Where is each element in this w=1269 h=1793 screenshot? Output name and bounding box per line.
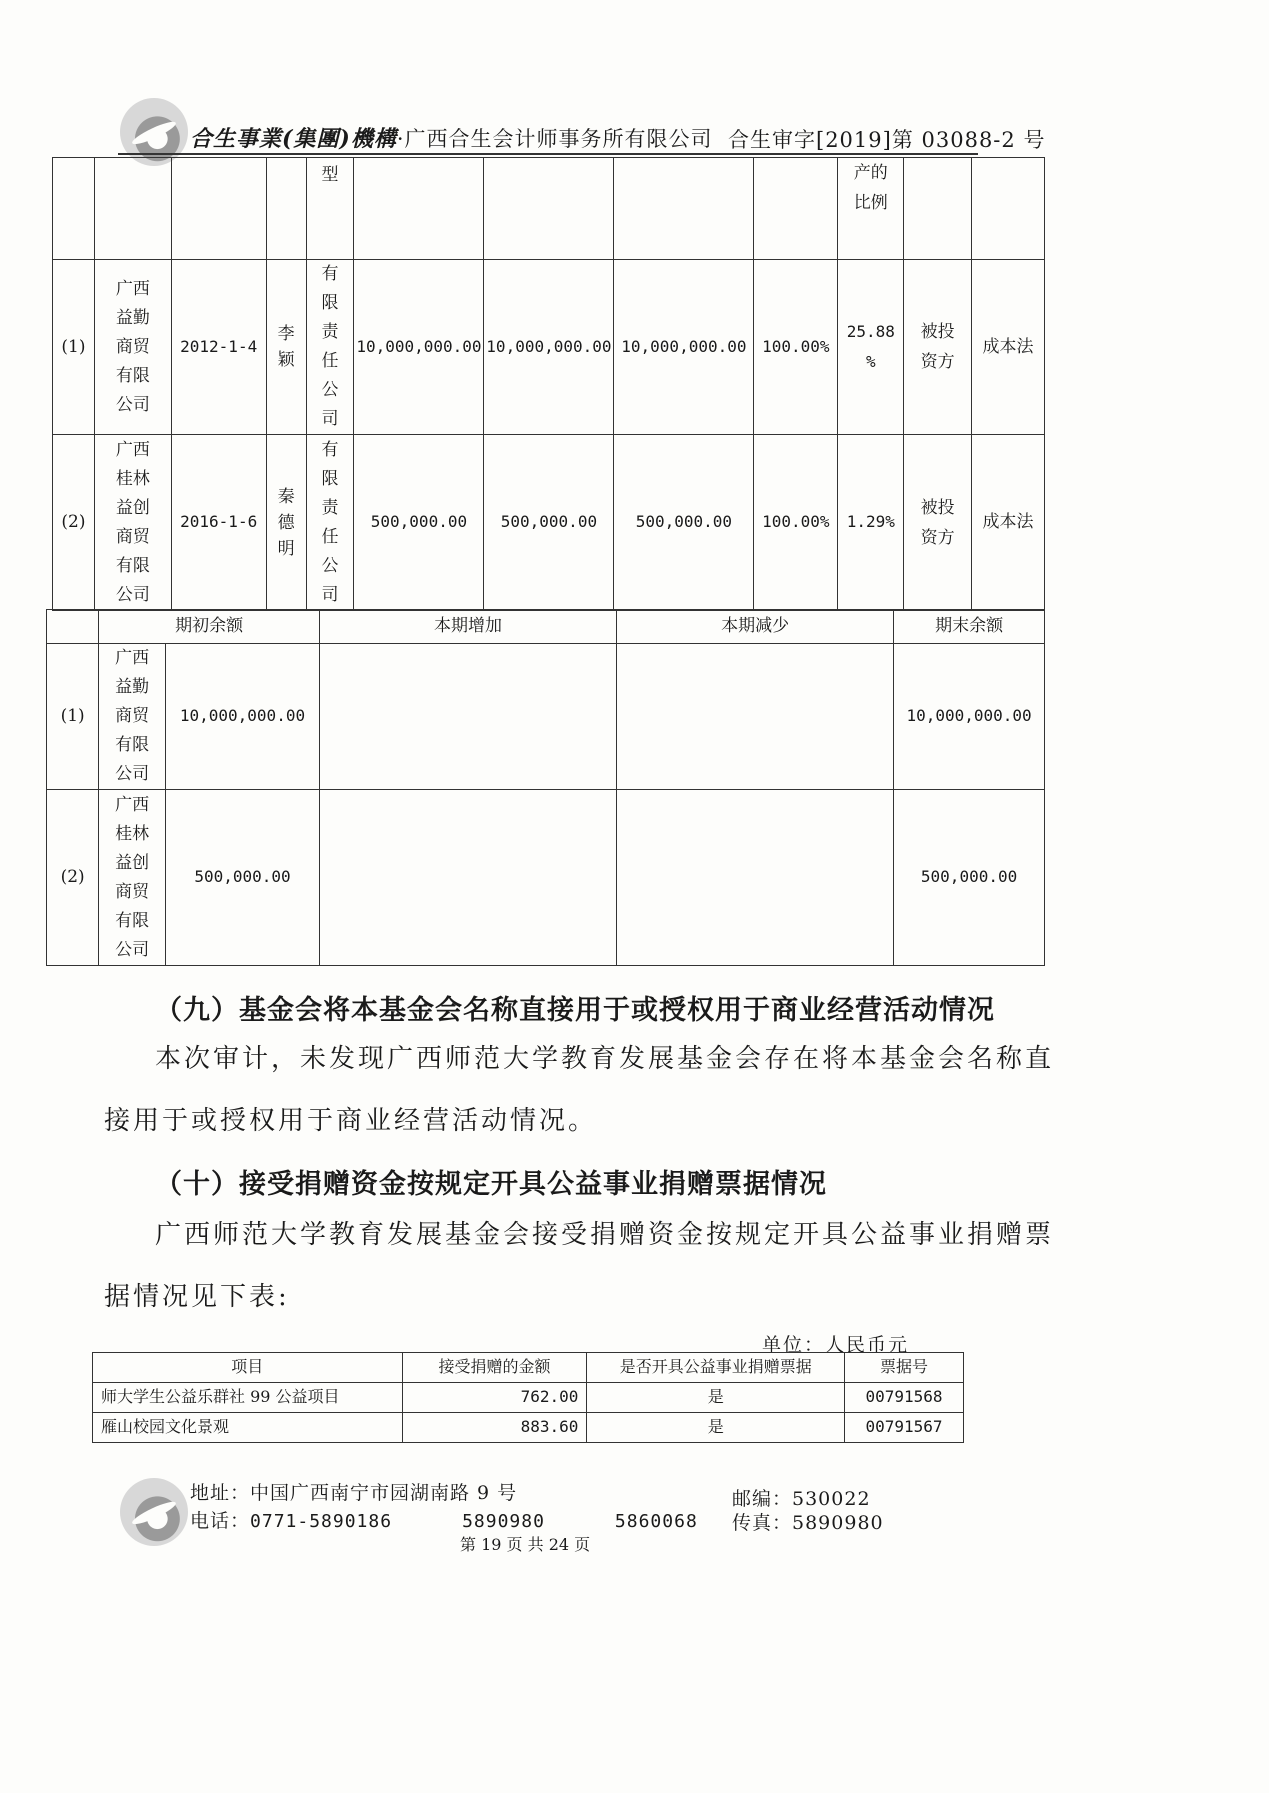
amount-cell: 10,000,000.00 <box>484 260 614 435</box>
header-item: 项目 <box>93 1353 403 1383</box>
role: 被投 资方 <box>904 435 972 611</box>
unit-label: 单位：人民币元 <box>762 1334 910 1356</box>
begin-balance: 10,000,000.00 <box>165 644 319 790</box>
share-percent: 100.00% <box>754 435 838 611</box>
company-name: 广西 益勤 商贸 有限 公司 <box>94 260 171 435</box>
report-number: 合生审字[2019]第 03088-2 号 <box>728 128 1046 152</box>
asset-ratio: 25.88 % <box>838 260 904 435</box>
section10-heading: （十）接受捐赠资金按规定开具公益事业捐赠票据情况 <box>155 1169 827 1200</box>
receipt-number: 00791568 <box>845 1383 964 1413</box>
amount-cell: 500,000.00 <box>354 435 484 611</box>
share-percent: 100.00% <box>754 260 838 435</box>
page-number: 第 19 页 共 24 页 <box>460 1535 591 1554</box>
footer-phone3: 5860068 <box>614 1511 698 1532</box>
header-receipt-no: 票据号 <box>845 1353 964 1383</box>
company-name: 广西 桂林 益创 商贸 有限 公司 <box>99 790 166 966</box>
company-name: 广西 桂林 益创 商贸 有限 公司 <box>94 435 171 611</box>
footer-phone1: 0771-5890186 <box>250 1511 393 1532</box>
amount-cell: 500,000.00 <box>484 435 614 611</box>
donation-item: 师大学生公益乐群社 99 公益项目 <box>93 1383 403 1413</box>
section9-line2: 接用于或授权用于商业经营活动情况。 <box>104 1106 598 1136</box>
donation-amount: 762.00 <box>402 1383 587 1413</box>
header-amount: 接受捐赠的金额 <box>402 1353 587 1383</box>
footer-postcode: 邮编：530022 <box>732 1488 871 1510</box>
table-row <box>53 435 1045 611</box>
balance-table <box>46 609 1045 966</box>
row-number: (2) <box>53 435 95 611</box>
table-row <box>93 1383 964 1413</box>
accounting-method: 成本法 <box>972 260 1045 435</box>
section9-heading: （九）基金会将本基金会名称直接用于或授权用于商业经营活动情况 <box>155 995 995 1026</box>
header-brand-text: 合生事業(集團)機構 <box>190 126 397 152</box>
table-row <box>93 1413 964 1443</box>
decrease <box>617 644 894 790</box>
increase <box>320 644 617 790</box>
header-increase: 本期增加 <box>320 610 617 644</box>
end-balance: 500,000.00 <box>894 790 1045 966</box>
company-name: 广西 益勤 商贸 有限 公司 <box>99 644 166 790</box>
footer-phone-label: 电话： <box>190 1510 251 1532</box>
investment-table <box>52 157 1045 611</box>
company-type: 有 限 责 任 公 司 <box>306 260 354 435</box>
row-number: (2) <box>47 790 99 966</box>
section10-line1: 广西师范大学教育发展基金会接受捐赠资金按规定开具公益事业捐赠票 <box>155 1220 1055 1250</box>
donation-header-row <box>93 1353 964 1383</box>
company-type: 有 限 责 任 公 司 <box>306 435 354 611</box>
header-receipt-issued: 是否开具公益事业捐赠票据 <box>587 1353 845 1383</box>
receipt-issued: 是 <box>587 1383 845 1413</box>
header-decrease: 本期减少 <box>617 610 894 644</box>
table-row <box>47 790 1045 966</box>
company-logo <box>120 98 188 166</box>
section10-line2: 据情况见下表: <box>104 1282 290 1312</box>
amount-cell: 10,000,000.00 <box>614 260 754 435</box>
header-rule <box>118 153 978 155</box>
accounting-method: 成本法 <box>972 435 1045 611</box>
legal-person: 李 颖 <box>266 260 306 435</box>
receipt-issued: 是 <box>587 1413 845 1443</box>
table-row <box>47 644 1045 790</box>
donation-item: 雁山校园文化景观 <box>93 1413 403 1443</box>
header-begin-balance: 期初余额 <box>99 610 320 644</box>
amount-cell: 500,000.00 <box>614 435 754 611</box>
header-company <box>190 122 713 153</box>
end-balance: 10,000,000.00 <box>894 644 1045 790</box>
donation-amount: 883.60 <box>402 1413 587 1443</box>
type-header-tail: 型 <box>306 158 354 260</box>
header-end-balance: 期末余额 <box>894 610 1045 644</box>
footer-logo <box>120 1478 188 1546</box>
asset-ratio: 1.29% <box>838 435 904 611</box>
balance-header-row <box>47 610 1045 644</box>
donation-table <box>92 1352 964 1443</box>
increase <box>320 790 617 966</box>
header-company-name: ·广西合生会计师事务所有限公司 <box>396 127 713 151</box>
begin-balance: 500,000.00 <box>165 790 319 966</box>
section9-line1: 本次审计，未发现广西师范大学教育发展基金会存在将本基金会名称直 <box>155 1044 1055 1074</box>
footer-address: 地址：中国广西南宁市园湖南路 9 号 <box>190 1482 518 1504</box>
table-row <box>53 260 1045 435</box>
established-date: 2012-1-4 <box>171 260 266 435</box>
amount-cell: 10,000,000.00 <box>354 260 484 435</box>
row-number: (1) <box>47 644 99 790</box>
receipt-number: 00791567 <box>845 1413 964 1443</box>
role: 被投 资方 <box>904 260 972 435</box>
ratio-header: 产的 比例 <box>838 158 904 260</box>
footer-phone-row <box>190 1506 698 1533</box>
legal-person: 秦 德 明 <box>266 435 306 611</box>
footer-fax: 传真：5890980 <box>732 1512 884 1534</box>
decrease <box>617 790 894 966</box>
footer-phone2: 5890980 <box>462 1511 545 1532</box>
row-number: (1) <box>53 260 95 435</box>
established-date: 2016-1-6 <box>171 435 266 611</box>
table-header-partial-row <box>53 158 1045 260</box>
